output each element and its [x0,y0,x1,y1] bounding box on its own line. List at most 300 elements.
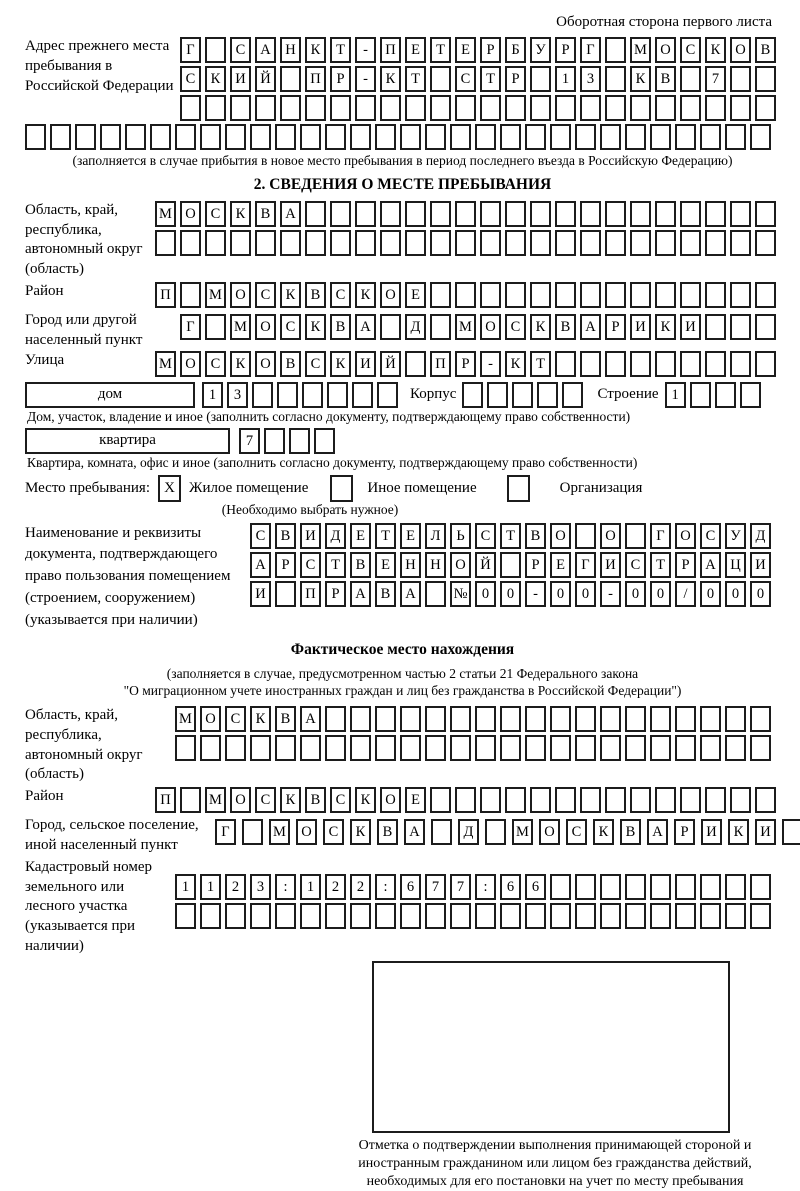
char-cell [505,95,526,121]
city-label: Город или другой населенный пункт [25,312,143,348]
char-cell: О [480,314,501,340]
char-cell: У [725,523,746,549]
char-cell: К [230,201,251,227]
char-cell [755,314,776,340]
char-cell [225,124,246,150]
char-cell [225,735,246,761]
char-cell [675,903,696,929]
char-cell: Г [580,37,601,63]
char-cell [675,706,696,732]
char-cell: 2 [350,874,371,900]
char-cell: О [550,523,571,549]
char-cell: С [505,314,526,340]
char-cell [600,874,621,900]
char-cell [300,903,321,929]
char-cell: В [275,523,296,549]
char-cell: № [450,581,471,607]
cadastral-row-1 [175,874,775,900]
char-cell: 0 [650,581,671,607]
char-cell [550,706,571,732]
char-cell [680,201,701,227]
char-cell [605,787,626,813]
actual-region-row-1 [175,706,775,732]
char-cell [630,201,651,227]
char-cell [755,787,776,813]
char-cell [180,787,201,813]
house-block [25,382,780,408]
char-cell [487,382,508,408]
char-cell [600,124,621,150]
char-cell: Р [605,314,626,340]
char-cell: В [525,523,546,549]
char-cell [750,903,771,929]
char-cell: И [750,552,771,578]
char-cell [425,581,446,607]
apartment-block [25,428,780,454]
char-cell [525,706,546,732]
char-cell [600,706,621,732]
document-rows [250,523,775,610]
char-cell [782,819,800,845]
char-cell [275,581,296,607]
char-cell [680,351,701,377]
char-cell [230,95,251,121]
char-cell [475,124,496,150]
char-cell [405,351,426,377]
char-cell: С [680,37,701,63]
char-cell: С [625,552,646,578]
char-cell [750,124,771,150]
char-cell [555,351,576,377]
char-cell: 1 [665,382,686,408]
char-cell [280,95,301,121]
char-cell [375,735,396,761]
char-cell [605,37,626,63]
char-cell [562,382,583,408]
char-cell [505,787,526,813]
char-cell [200,735,221,761]
char-cell [230,230,251,256]
char-cell: М [155,351,176,377]
char-cell [680,230,701,256]
char-cell [175,903,196,929]
char-cell [755,282,776,308]
char-cell: 7 [425,874,446,900]
char-cell [730,351,751,377]
document-row-3 [250,581,775,607]
char-cell [655,230,676,256]
stay-option-residential-label: Жилое помещение [189,479,309,496]
char-cell: А [350,581,371,607]
char-cell: П [155,282,176,308]
char-cell: 2 [225,874,246,900]
char-cell [450,706,471,732]
char-cell [580,787,601,813]
char-cell: К [655,314,676,340]
region-row-1 [155,201,780,227]
char-cell [405,95,426,121]
char-cell: 3 [250,874,271,900]
char-cell: И [630,314,651,340]
char-cell [500,124,521,150]
house-type-box: дом [25,382,195,408]
char-cell: : [275,874,296,900]
char-cell [330,201,351,227]
char-cell: Н [425,552,446,578]
char-cell: А [700,552,721,578]
char-cell: Г [215,819,236,845]
char-cell [425,124,446,150]
char-cell: К [728,819,749,845]
char-cell: М [155,201,176,227]
char-cell [680,95,701,121]
char-cell: / [675,581,696,607]
street-row [155,351,780,377]
char-cell: Т [375,523,396,549]
prev-address-block [25,37,780,124]
char-cell [575,735,596,761]
char-cell [480,282,501,308]
char-cell: Ь [450,523,471,549]
char-cell: 6 [400,874,421,900]
char-cell: Р [330,66,351,92]
char-cell: Р [674,819,695,845]
char-cell: А [280,201,301,227]
char-cell [375,706,396,732]
char-cell [625,874,646,900]
char-cell [462,382,483,408]
char-cell [480,230,501,256]
prev-address-row-2 [180,66,780,92]
char-cell [250,903,271,929]
char-cell: В [255,201,276,227]
char-cell [580,282,601,308]
char-cell: К [630,66,651,92]
house-note: Дом, участок, владение и иное (заполнить согласно документу, подтверждающему право собственности) [27,408,631,424]
char-cell: Т [500,523,521,549]
char-cell: О [255,351,276,377]
char-cell [205,314,226,340]
char-cell: М [455,314,476,340]
char-cell: С [250,523,271,549]
char-cell [575,124,596,150]
char-cell [430,282,451,308]
char-cell: Н [280,37,301,63]
char-cell [550,735,571,761]
char-cell [200,903,221,929]
actual-district-label: Район [25,788,64,805]
char-cell: К [330,351,351,377]
char-cell: К [530,314,551,340]
char-cell: Е [405,282,426,308]
char-cell: О [380,282,401,308]
char-cell [430,230,451,256]
char-cell: 2 [325,874,346,900]
char-cell: В [330,314,351,340]
char-cell [605,282,626,308]
char-cell: 0 [550,581,571,607]
char-cell [530,201,551,227]
char-cell [630,351,651,377]
char-cell [605,230,626,256]
char-cell [680,282,701,308]
prev-address-row-3 [180,95,780,121]
char-cell [655,351,676,377]
house-number-row [202,382,402,408]
char-cell: О [730,37,751,63]
char-cell: О [180,351,201,377]
char-cell [725,124,746,150]
char-cell: М [205,787,226,813]
char-cell: Е [375,552,396,578]
char-cell [655,282,676,308]
char-cell: М [230,314,251,340]
char-cell: Г [650,523,671,549]
char-cell: 0 [700,581,721,607]
char-cell [705,351,726,377]
char-cell: С [180,66,201,92]
char-cell [350,903,371,929]
region-block [25,201,780,280]
char-cell: Е [405,787,426,813]
char-cell [575,706,596,732]
char-cell [350,124,371,150]
char-cell: 3 [227,382,248,408]
char-cell: В [377,819,398,845]
char-cell [605,351,626,377]
char-cell [275,124,296,150]
char-cell [625,523,646,549]
char-cell: 0 [500,581,521,607]
char-cell [380,201,401,227]
char-cell: М [205,282,226,308]
char-cell [380,95,401,121]
char-cell [255,95,276,121]
char-cell: И [230,66,251,92]
stay-option-organization-checkbox [507,475,530,502]
char-cell [530,282,551,308]
char-cell [530,787,551,813]
apartment-note: Квартира, комната, офис и иное (заполнить согласно документу, подтверждающему право собственности) [27,454,638,470]
char-cell [314,428,335,454]
char-cell: В [305,282,326,308]
char-cell: А [400,581,421,607]
char-cell: О [230,787,251,813]
char-cell [355,201,376,227]
char-cell [605,201,626,227]
char-cell: М [269,819,290,845]
actual-district-row [155,787,780,813]
confirmation-stamp-note: Отметка о подтверждении выполнения принимающей стороной и иностранным гражданином или лицом без гражданства действий, необходимых для его постановки на учет по месту пребывания [358,1137,752,1190]
char-cell [475,735,496,761]
char-cell [575,523,596,549]
char-cell: Т [330,37,351,63]
stay-type-label: Место пребывания: [25,479,150,496]
char-cell: У [530,37,551,63]
char-cell [430,95,451,121]
stroenie-row [665,382,765,408]
char-cell [625,124,646,150]
char-cell [150,124,171,150]
char-cell: Д [405,314,426,340]
char-cell [600,735,621,761]
char-cell: К [230,351,251,377]
char-cell: Б [505,37,526,63]
char-cell [242,819,263,845]
char-cell [700,874,721,900]
char-cell [325,124,346,150]
char-cell [480,787,501,813]
char-cell: О [655,37,676,63]
char-cell [450,903,471,929]
char-cell: С [280,314,301,340]
stay-option-residential-checkbox: X [158,475,181,502]
char-cell: - [355,66,376,92]
char-cell [325,735,346,761]
char-cell: В [755,37,776,63]
char-cell [277,382,298,408]
char-cell [675,124,696,150]
char-cell: С [330,787,351,813]
stay-type-row [25,475,780,502]
char-cell [530,66,551,92]
char-cell: О [450,552,471,578]
char-cell [275,735,296,761]
char-cell: Р [455,351,476,377]
char-cell [200,124,221,150]
char-cell [330,95,351,121]
char-cell [352,382,373,408]
char-cell [430,314,451,340]
char-cell: Т [480,66,501,92]
char-cell: А [355,314,376,340]
char-cell: 1 [555,66,576,92]
char-cell [715,382,736,408]
char-cell [705,314,726,340]
char-cell: О [539,819,560,845]
char-cell: К [280,787,301,813]
char-cell [305,95,326,121]
char-cell [405,201,426,227]
char-cell: М [630,37,651,63]
region-label: Область, край, республика, автономный округ (область) [25,201,143,278]
char-cell: В [280,351,301,377]
char-cell [650,124,671,150]
char-cell: П [380,37,401,63]
char-cell: Е [405,37,426,63]
char-cell [700,706,721,732]
char-cell [455,230,476,256]
char-cell: 7 [450,874,471,900]
char-cell [625,903,646,929]
stroenie-label: Строение [597,385,659,402]
char-cell [289,428,310,454]
char-cell [625,706,646,732]
char-cell: 7 [239,428,260,454]
char-cell: О [255,314,276,340]
char-cell [580,230,601,256]
char-cell: Д [325,523,346,549]
char-cell [180,282,201,308]
actual-region-block [25,706,780,785]
char-cell [650,874,671,900]
char-cell [475,903,496,929]
char-cell [305,201,326,227]
char-cell [180,95,201,121]
prev-address-rows [180,37,780,124]
prev-address-row-4 [25,124,780,150]
char-cell: Й [380,351,401,377]
char-cell [480,95,501,121]
char-cell [50,124,71,150]
char-cell [550,124,571,150]
char-cell [275,903,296,929]
char-cell: С [205,351,226,377]
char-cell: 6 [525,874,546,900]
char-cell: В [555,314,576,340]
actual-region-label: Область, край, республика, автономный округ (область) [25,707,143,783]
char-cell [555,95,576,121]
char-cell [550,903,571,929]
char-cell: 0 [750,581,771,607]
char-cell [650,735,671,761]
district-row [155,282,780,308]
district-label: Район [25,283,64,300]
char-cell [605,66,626,92]
confirmation-stamp-box [372,961,730,1133]
char-cell [555,282,576,308]
char-cell: 7 [705,66,726,92]
actual-district-block [25,787,780,816]
actual-region-row-2 [175,735,775,761]
char-cell: Р [525,552,546,578]
street-label: Улица [25,351,65,368]
cadastral-row-2 [175,903,775,929]
char-cell [252,382,273,408]
char-cell [175,735,196,761]
char-cell [700,903,721,929]
char-cell: О [230,282,251,308]
char-cell: С [255,282,276,308]
char-cell [380,230,401,256]
char-cell [755,201,776,227]
char-cell: К [705,37,726,63]
char-cell [300,124,321,150]
char-cell [725,735,746,761]
char-cell: Р [675,552,696,578]
char-cell: В [350,552,371,578]
actual-city-block [25,816,780,856]
char-cell: К [305,37,326,63]
char-cell [630,230,651,256]
char-cell [555,230,576,256]
char-cell [700,735,721,761]
char-cell [205,230,226,256]
char-cell: Л [425,523,446,549]
char-cell [750,874,771,900]
char-cell: Д [750,523,771,549]
actual-region-rows [175,706,775,764]
char-cell [180,230,201,256]
char-cell: И [355,351,376,377]
char-cell [700,124,721,150]
char-cell [655,787,676,813]
char-cell [725,706,746,732]
char-cell: Т [530,351,551,377]
char-cell [605,95,626,121]
char-cell: Н [400,552,421,578]
char-cell [725,874,746,900]
